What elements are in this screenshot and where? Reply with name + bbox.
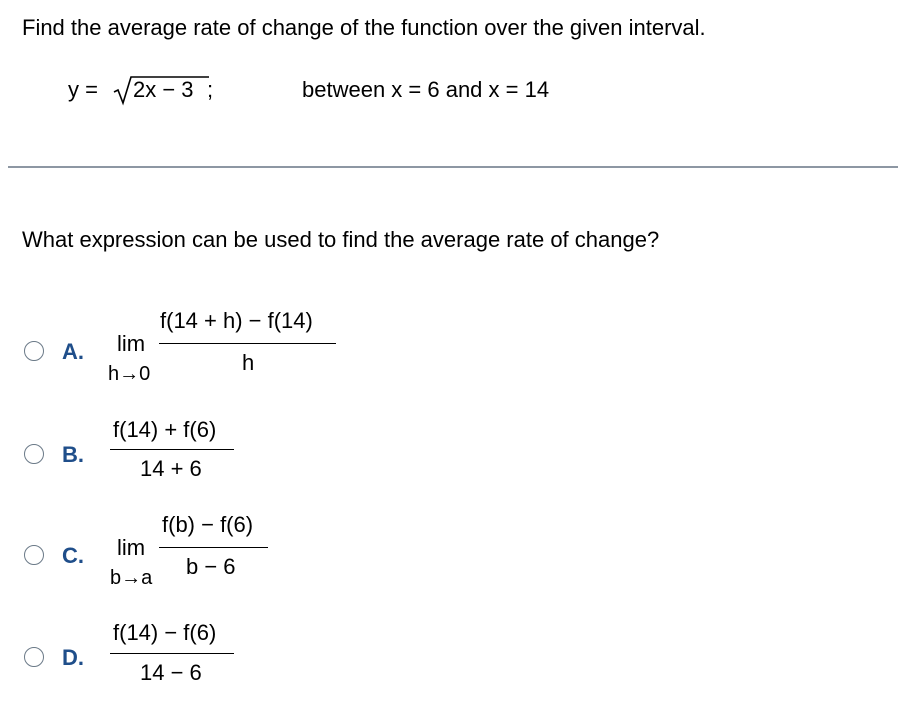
option-letter-c[interactable]: C.	[62, 543, 84, 568]
denominator-a: h	[242, 350, 255, 375]
radio-button-a[interactable]	[24, 341, 44, 361]
radio-button-b[interactable]	[24, 444, 44, 464]
numerator-c: f(b) − f(6)	[162, 512, 254, 537]
radicand: 2x − 3	[133, 77, 194, 102]
option-letter-d[interactable]: D.	[62, 645, 84, 670]
denominator-b: 14 + 6	[140, 456, 202, 481]
radio-button-d[interactable]	[24, 647, 44, 667]
lim-subscript-a: h→0	[108, 363, 151, 385]
denominator-d: 14 − 6	[140, 660, 202, 685]
lim-label-a: lim	[117, 331, 146, 356]
numerator-b: f(14) + f(6)	[113, 417, 217, 442]
instruction-text: Find the average rate of change of the function over the given interval.	[22, 15, 706, 40]
section-divider	[8, 166, 898, 168]
question-prompt: What expression can be used to find the average rate of change?	[22, 227, 660, 252]
numerator-a: f(14 + h) − f(14)	[160, 308, 313, 333]
numerator-d: f(14) − f(6)	[113, 620, 217, 645]
fraction-bar-c	[159, 547, 268, 548]
lim-subscript-c: b→a	[110, 567, 153, 589]
fraction-bar-a	[159, 343, 336, 344]
denominator-c: b − 6	[186, 554, 236, 579]
fraction-bar-d	[110, 653, 234, 654]
option-letter-b[interactable]: B.	[62, 442, 84, 467]
option-letter-a[interactable]: A.	[62, 339, 84, 364]
lim-label-c: lim	[117, 535, 146, 560]
function-lhs: y =	[68, 77, 98, 102]
interval-text: between x = 6 and x = 14	[302, 77, 550, 102]
radio-button-c[interactable]	[24, 545, 44, 565]
fraction-bar-b	[110, 449, 234, 450]
function-semicolon: ;	[207, 77, 214, 102]
